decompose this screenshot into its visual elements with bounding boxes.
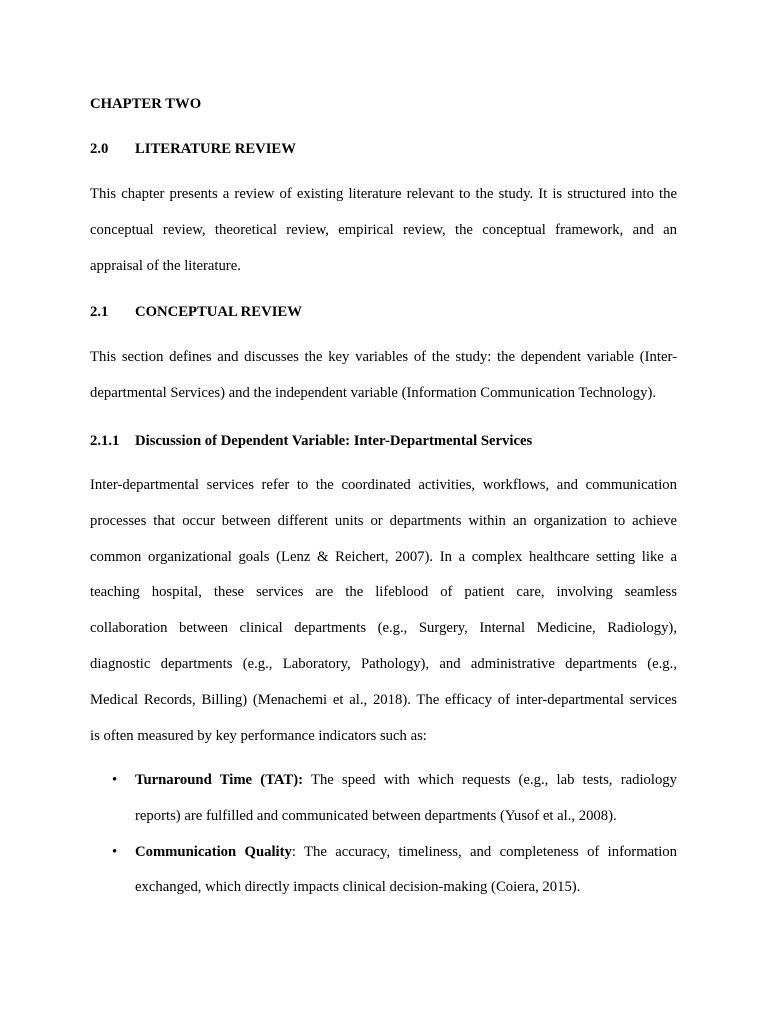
paragraph-line: This chapter presents a review of existing literature relevant to the study. It is structured into the [90,186,677,202]
section-title: Discussion of Dependent Variable: Inter-Departmental Services [135,433,533,449]
paragraph-line: appraisal of the literature. [90,257,241,274]
section-number: 2.0 [90,141,109,157]
paragraph-line: common organizational goals (Lenz & Reichert, 2007). In a complex healthcare setting like a [90,548,677,565]
section-number: 2.1 [90,304,109,320]
section-heading-2-1-1 [90,431,677,451]
chapter-title-text: CHAPTER TWO [90,96,202,112]
bullet-icon: • [112,772,118,788]
bullet-line [135,763,677,799]
kpi-bullet-list [90,763,677,906]
paragraph-line: diagnostic departments (e.g., Laboratory, Pathology), and administrative departments (e.g., [90,655,677,672]
section-heading-2-0 [90,139,677,159]
paragraph-line: teaching hospital, these services are the lifeblood of patient care, involving seamless [90,584,677,601]
paragraph-line: This section defines and discusses the key variables of the study: the dependent variable (Inter- [90,349,677,365]
section-heading-2-1 [90,302,677,322]
paragraph-line: processes that occur between different units or departments within an organization to achieve [90,512,677,529]
bullet-icon: • [112,843,118,860]
document-page [90,0,677,1024]
bullet-text: : The accuracy, timeliness, and completeness of information [291,843,677,860]
paragraph-line: Medical Records, Billing) (Menachemi et al., 2018). The efficacy of inter-departmental services [90,691,677,708]
chapter-intro-paragraph [90,177,677,284]
conceptual-review-paragraph [90,340,677,412]
section-title: LITERATURE REVIEW [135,141,296,157]
paragraph-line: collaboration between clinical departments (e.g., Surgery, Internal Medicine, Radiology), [90,620,677,637]
dependent-variable-paragraph [90,468,677,754]
bullet-term: Communication Quality [135,843,292,860]
list-item [90,835,677,907]
list-item [90,763,677,835]
section-number: 2.1.1 [90,433,120,449]
bullet-term: Turnaround Time (TAT): [135,772,303,788]
bullet-text: The speed with which requests (e.g., lab tests, radiology [310,772,677,788]
paragraph-line: is often measured by key performance indicators such as: [90,727,427,744]
paragraph-line: Inter-departmental services refer to the coordinated activities, workflows, and communication [90,477,677,493]
chapter-title [90,94,677,114]
bullet-line: exchanged, which directly impacts clinical decision-making (Coiera, 2015). [135,879,581,896]
section-title: CONCEPTUAL REVIEW [135,304,302,320]
paragraph-line: departmental Services) and the independent variable (Information Communication Technology). [90,384,657,401]
paragraph-line: conceptual review, theoretical review, empirical review, the conceptual framework, and an [90,221,677,238]
bullet-line: reports) are fulfilled and communicated between departments (Yusof et al., 2008). [135,807,617,824]
bullet-line [135,835,677,871]
